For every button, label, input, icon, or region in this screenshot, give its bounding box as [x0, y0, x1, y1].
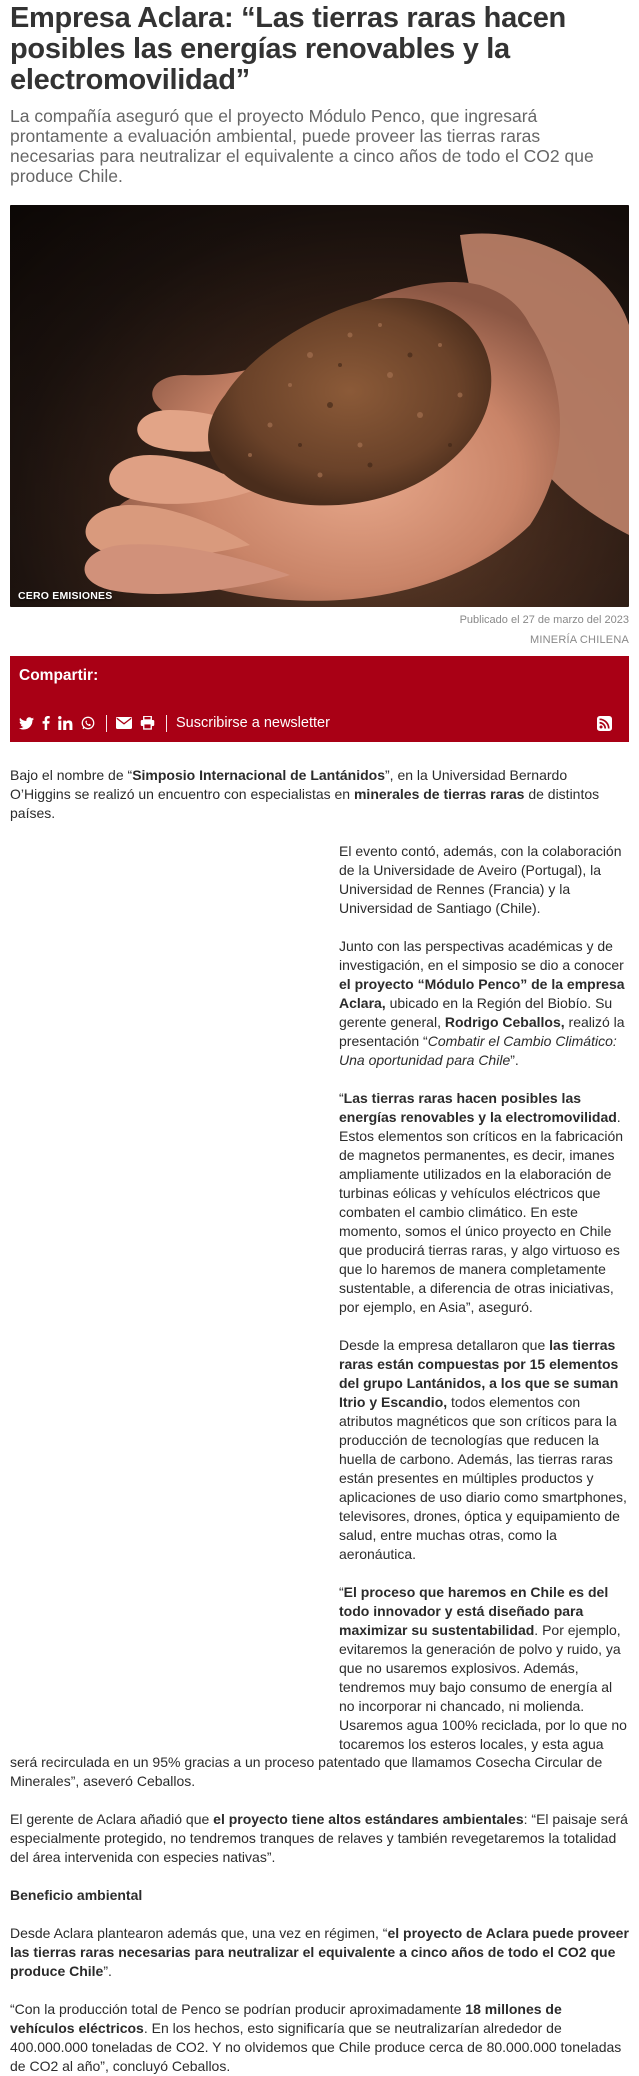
paragraph-presentation: Junto con las perspectivas académicas y de investigación, en el simposio se dio a conocer el proyecto “Módulo Penco” de la empresa Aclara, ubicado en la Región del Biobío. Su gerente general, Rodrigo Ceballos, realizó la presentación “Combatir el Cambio Climático: Una oportunidad para Chile”. — [339, 938, 625, 1068]
paragraph-intro: Bajo el nombre de “Simposio Internacional de Lantánidos”, en la Universidad Bernardo O’Higgins se realizó un encuentro con especialistas en minerales de tierras raras de distintos países. — [10, 767, 600, 821]
share-row — [19, 714, 620, 732]
facebook-icon[interactable] — [42, 715, 50, 731]
hand-with-soil-illustration — [10, 205, 629, 607]
twitter-icon[interactable] — [19, 715, 34, 731]
publish-date: Publicado el 27 de marzo del 2023 — [459, 614, 629, 626]
hero-image — [10, 205, 629, 607]
paragraph-environmental-standards: El gerente de Aclara añadió que el proyecto tiene altos estándares ambientales: “El paisaje será especialmente protegido, no tendremos tranques de relaves y también revegetaremos la totalidad del área intervenida con especies nativas”. — [10, 1811, 628, 1865]
paragraph-process-quote-cont: será recirculada en un 95% gracias a un proceso patentado que llamamos Cosecha Circular de Minerales”, aseveró Ceballos. — [10, 1754, 603, 1789]
image-category-tag: CERO EMISIONES — [18, 590, 113, 602]
section-heading-benefit: Beneficio ambiental — [10, 1887, 143, 1903]
paragraph-co2-neutralization: Desde Aclara plantearon además que, una vez en régimen, “el proyecto de Aclara puede proveer las tierras raras necesarias para neutralizar el equivalente a cinco años de todo el CO2 que produce Chile”. — [10, 1925, 629, 1979]
linkedin-icon[interactable] — [58, 715, 73, 731]
paragraph-lanthanides: Desde la empresa detallaron que las tierras raras están compuestas por 15 elementos del grupo Lantánidos, a los que se suman Itrio y Escandio, todos elementos con atributos magnéticos que son críticos para la producción de tecnologías que reducen la huella de carbono. Además, las tierras raras están presentes en múltiples productos y aplicaciones de uso diario como smartphones, televisores, drones, óptica y equipamiento de salud, entre muchas otras, como la aeronáutica. — [339, 1337, 627, 1562]
share-separator — [106, 715, 107, 732]
section-label[interactable]: MINERÍA CHILENA — [530, 634, 629, 646]
share-bar — [10, 656, 629, 742]
right-text-column — [339, 842, 629, 1754]
paragraph-electric-vehicles: “Con la producción total de Penco se podrían producir aproximadamente 18 millones de vehículos eléctricos. En los hechos, esto significaría que se neutralizarían alrededor de 400.000.000 toneladas de CO2. Y no olvidemos que Chile produce cerca de 80.000.000 toneladas de CO2 al año”, concluyó Ceballos. — [10, 2001, 622, 2074]
whatsapp-icon[interactable] — [81, 715, 95, 731]
paragraph-quote-rare-earths: “Las tierras raras hacen posibles las energías renovables y la electromovilidad. Estos elementos son críticos en la fabricación de magnetos permanentes, es decir, imanes ampliamente utilizados en la elaboración de turbinas eólicas y vehículos eléctricos que combaten el cambio climático. En este momento, somos el único proyecto en Chile que producirá tierras raras, y algo virtuoso es que lo haremos de manera completamente sustentable, a diferencia de otras iniciativas, por ejemplo, en Asia”, aseguró. — [339, 1090, 624, 1315]
article-title: Empresa Aclara: “Las tierras raras hacen posibles las energías renovables y la electromovilidad” — [10, 2, 566, 96]
paragraph-process-quote: “El proceso que haremos en Chile es del todo innovador y está diseñado para maximizar su sustentabilidad. Por ejemplo, evitaremos la generación de polvo y ruido, ya que no usaremos explosivos. Además, tendremos muy bajo consumo de energía al no incorporar ni chancado, ni molienda. Usaremos agua 100% reciclada, por lo que no tocaremos los esteros locales, y esta agua — [339, 1584, 627, 1752]
share-separator — [166, 715, 167, 732]
email-icon[interactable] — [116, 715, 132, 731]
paragraph-collaboration: El evento contó, además, con la colaboración de la Universidade de Aveiro (Portugal), la Universidad de Rennes (Francia) y la Universidad de Santiago (Chile). — [339, 843, 622, 916]
print-icon[interactable] — [140, 715, 155, 731]
article-body — [10, 766, 629, 2076]
article-meta — [10, 614, 629, 646]
rss-icon[interactable] — [597, 715, 612, 731]
newsletter-link[interactable]: Suscribirse a newsletter — [176, 715, 330, 731]
article-subtitle: La compañía aseguró que el proyecto Módulo Penco, que ingresará prontamente a evaluación ambiental, puede proveer las tierras raras necesarias para neutralizar el equivalente a cinco años de todo el CO2 que produce Chile. — [10, 106, 594, 186]
share-label: Compartir: — [19, 667, 99, 684]
